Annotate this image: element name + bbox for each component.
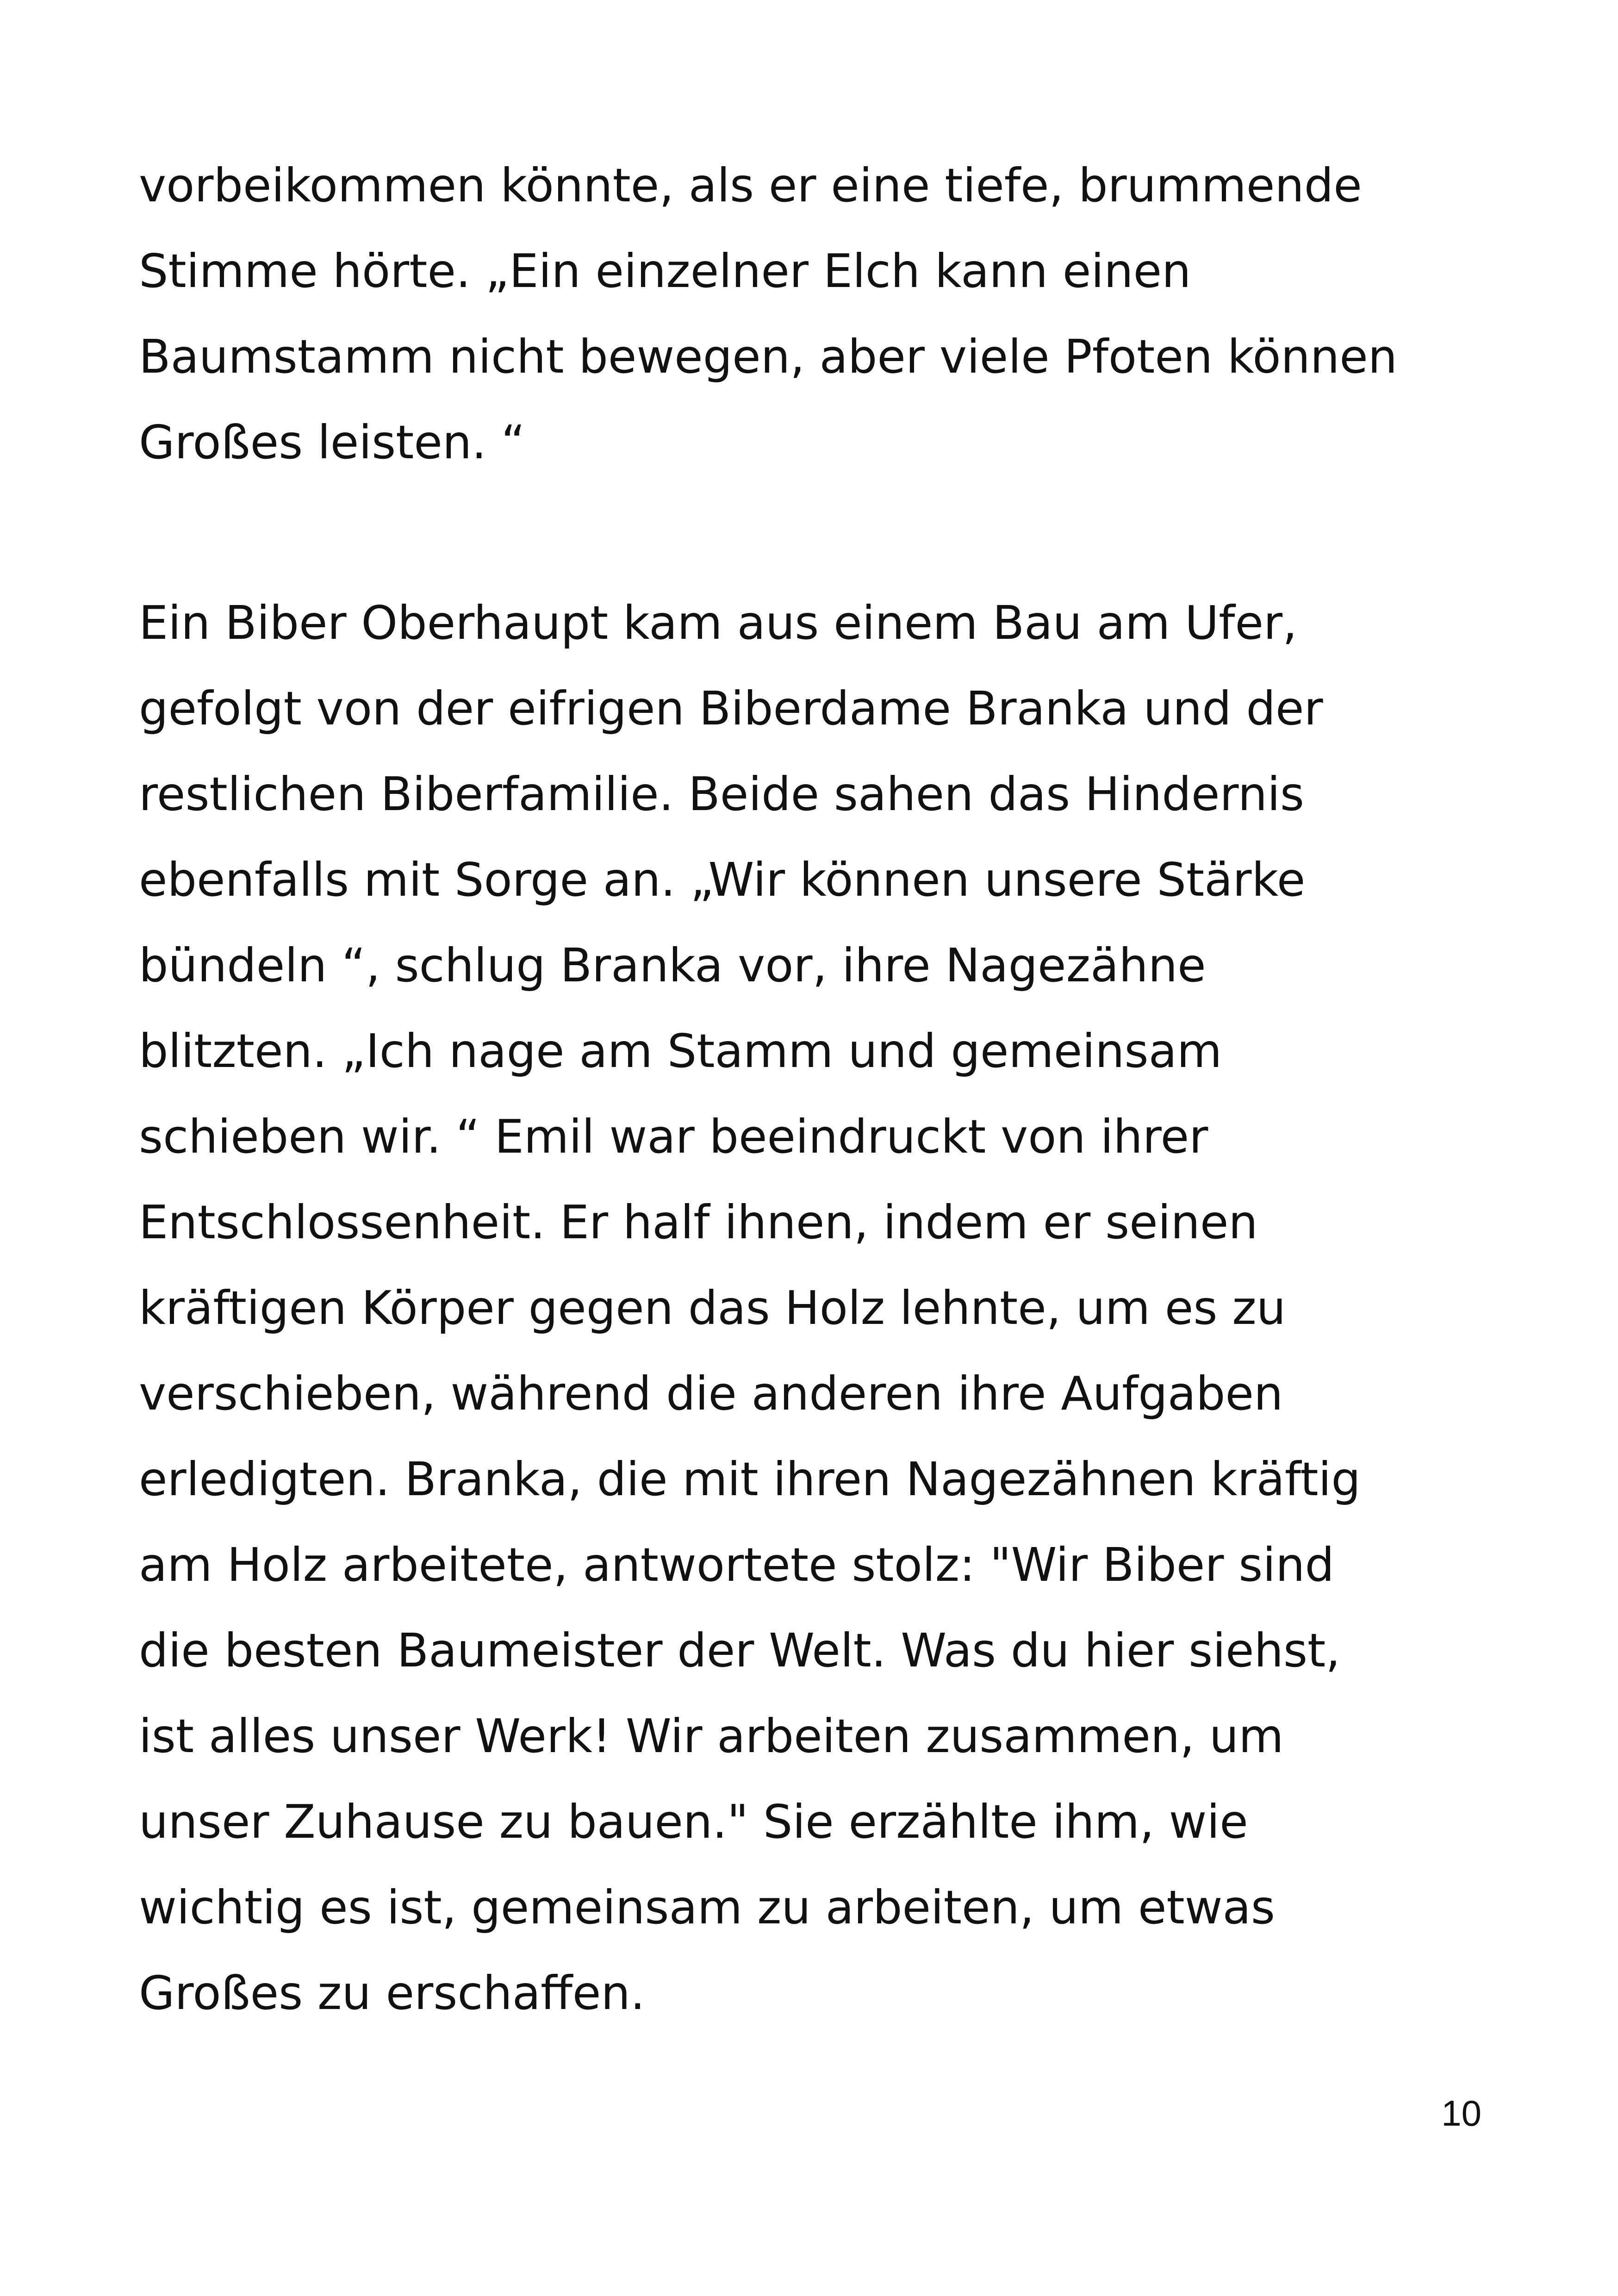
- text-line: Stimme hörte. „Ein einzelner Elch kann einen: [139, 244, 1191, 298]
- text-line: blitzten. „Ich nage am Stamm und gemeinsam: [139, 1024, 1222, 1078]
- paragraph-1: [139, 143, 1527, 485]
- text-line: vorbeikommen könnte, als er eine tiefe, brummende: [139, 158, 1362, 212]
- text-line: am Holz arbeitete, antwortete stolz: "Wir Biber sind: [139, 1538, 1334, 1592]
- text-line: Großes leisten. “: [139, 415, 525, 469]
- text-line: gefolgt von der eifrigen Biberdame Branka und der: [139, 681, 1323, 736]
- text-line: erledigten. Branka, die mit ihren Nagezähnen kräftig: [139, 1452, 1361, 1506]
- text-line: kräftigen Körper gegen das Holz lehnte, um es zu: [139, 1281, 1286, 1335]
- text-line: ebenfalls mit Sorge an. „Wir können unsere Stärke: [139, 853, 1306, 907]
- text-line: Großes zu erschaffen.: [139, 1966, 645, 2020]
- text-line: die besten Baumeister der Welt. Was du hier siehst,: [139, 1623, 1341, 1678]
- text-line: Entschlossenheit. Er half ihnen, indem er seinen: [139, 1195, 1258, 1249]
- text-line: wichtig es ist, gemeinsam zu arbeiten, um etwas: [139, 1880, 1275, 1934]
- text-line: unser Zuhause zu bauen." Sie erzählte ihm, wie: [139, 1795, 1248, 1849]
- text-line: schieben wir. “ Emil war beeindruckt von ihrer: [139, 1110, 1208, 1164]
- paragraph-2: [139, 580, 1527, 2036]
- text-line: restlichen Biberfamilie. Beide sahen das Hindernis: [139, 767, 1304, 821]
- text-line: Ein Biber Oberhaupt kam aus einem Bau am Ufer,: [139, 596, 1297, 650]
- text-line: verschieben, während die anderen ihre Aufgaben: [139, 1366, 1283, 1421]
- text-line: Baumstamm nicht bewegen, aber viele Pfoten können: [139, 330, 1398, 384]
- text-line: bündeln “, schlug Branka vor, ihre Nagezähne: [139, 938, 1206, 992]
- text-line: ist alles unser Werk! Wir arbeiten zusammen, um: [139, 1709, 1284, 1763]
- page-number: 10: [1441, 2093, 1481, 2134]
